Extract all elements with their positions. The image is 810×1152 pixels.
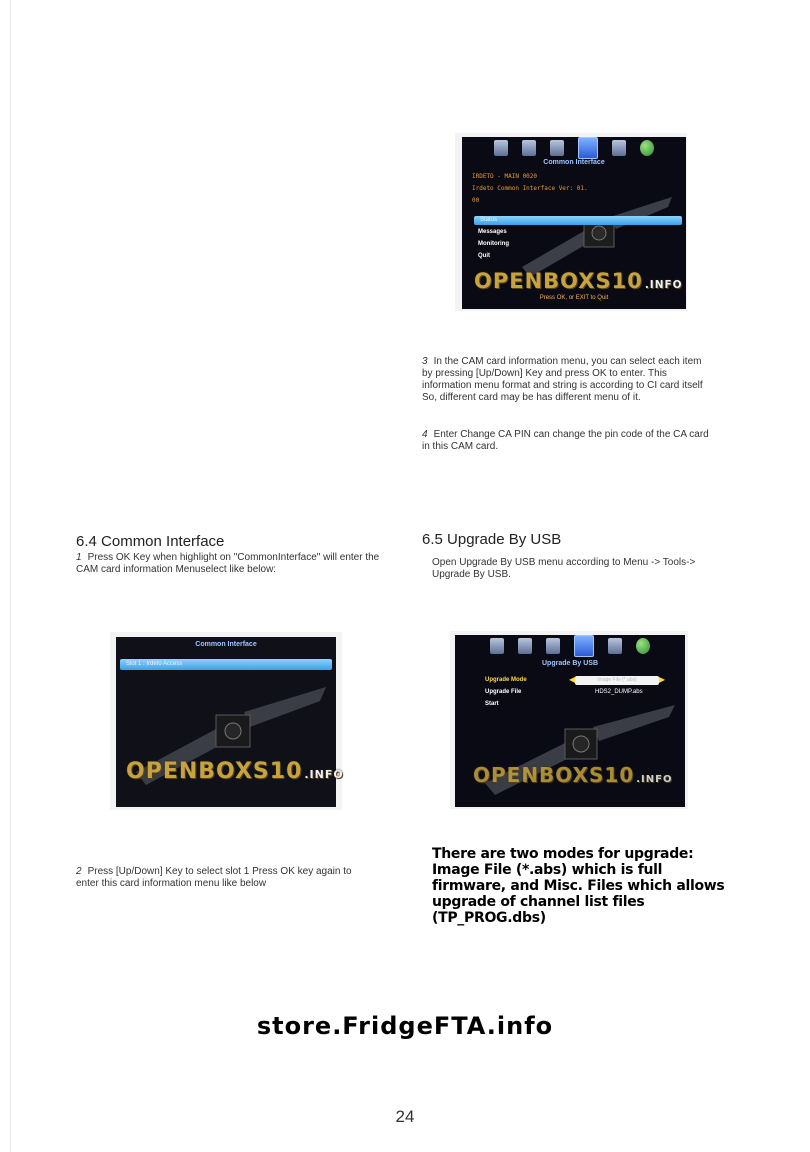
step-number: 2: [76, 866, 82, 877]
menu-item-status[interactable]: [474, 216, 682, 225]
tv-icon: [490, 638, 504, 654]
section-text: Open Upgrade By USB menu according to Menu -> Tools-> Upgrade By USB.: [432, 557, 696, 580]
menu-icon-bar: [455, 635, 685, 657]
screenshot-upgrade-by-usb: [455, 635, 685, 807]
menu-icon-bar: [462, 137, 686, 159]
lock-icon: [546, 638, 560, 654]
settings-icon: [608, 638, 622, 654]
menu-item-quit[interactable]: Quit: [478, 253, 490, 259]
menu-item-monitoring[interactable]: Monitoring: [478, 241, 509, 247]
section-heading-common-interface: 6.4 Common Interface: [76, 533, 225, 550]
slot-1-item[interactable]: [120, 659, 332, 670]
satellite-icon: [522, 140, 536, 156]
tools-icon: [578, 137, 598, 159]
arrow-right-icon[interactable]: ▶: [658, 675, 665, 684]
instruction-step: [76, 866, 376, 890]
satellite-image: [522, 197, 672, 277]
start-button[interactable]: Start: [485, 701, 499, 707]
menu-item-label: Status: [480, 217, 498, 223]
watermark-logo: [473, 763, 672, 787]
settings-icon: [612, 140, 626, 156]
upgrade-mode-label: Upgrade Mode: [485, 677, 527, 683]
watermark-text: OPENBOXS10: [474, 269, 643, 293]
step-number: 1: [76, 552, 82, 563]
menu-title: Upgrade By USB: [541, 660, 598, 667]
step-text: Enter Change CA PIN can change the pin code of the CA card in this CAM card.: [422, 429, 709, 452]
globe-icon: [636, 638, 650, 654]
step-text: In the CAM card information menu, you can select each item by pressing [Up/Down] Key and press OK to enter. This information menu format and string is according to CI card itself So, different card may be has different menu of it.: [422, 356, 703, 403]
step-number: 3: [422, 356, 428, 367]
menu-title: Common Interface: [195, 641, 257, 648]
arrow-left-icon[interactable]: ◀: [569, 675, 576, 684]
instruction-step: [422, 356, 712, 404]
step-text: Press [Up/Down] Key to select slot 1 Press OK key again to enter this card information menu like below: [76, 866, 352, 889]
cam-info-line: 00: [472, 197, 480, 204]
watermark-logo: [126, 759, 344, 784]
instruction-step: [76, 552, 386, 576]
upgrade-mode-value: Image File (*.abs): [597, 677, 637, 683]
screenshot-common-interface-slot: [116, 637, 344, 807]
watermark-tail: .INFO: [304, 768, 344, 781]
page-number: 24: [395, 1107, 415, 1126]
screenshot-common-interface-detail: [462, 137, 686, 309]
watermark-tail: .INFO: [644, 279, 683, 291]
section-heading-upgrade-usb: 6.5 Upgrade By USB: [422, 531, 562, 548]
instruction-step: [422, 429, 712, 453]
slot-label: Slot 1 : Irdeto Access: [126, 661, 183, 667]
tv-icon: [494, 140, 508, 156]
upgrade-mode-select[interactable]: [569, 675, 665, 685]
globe-icon: [640, 140, 654, 156]
watermark-text: OPENBOXS10: [126, 759, 303, 784]
watermark-tail: .INFO: [636, 774, 673, 785]
upgrade-file-label: Upgrade File: [485, 689, 522, 695]
lock-icon: [550, 140, 564, 156]
tools-icon: [574, 635, 594, 657]
upgrade-modes-note: There are two modes for upgrade: Image File (*.abs) which is full firmware, and Misc. Files which allows upgrade of channel list files (TP_PROG.dbs): [432, 846, 725, 926]
cam-info-line: IRDETO - MAIN 0020: [472, 173, 538, 180]
menu-footer-hint: Press OK, or EXIT to Quit: [539, 295, 609, 301]
upgrade-file-value[interactable]: HDS2_DUMP.abs: [595, 689, 643, 695]
watermark-text: OPENBOXS10: [473, 763, 635, 787]
menu-item-messages[interactable]: Messages: [478, 229, 507, 235]
step-number: 4: [422, 429, 428, 440]
store-url: store.FridgeFTA.info: [256, 1012, 554, 1040]
cam-info-line: Irdeto Common Interface Ver: 01.: [472, 185, 588, 192]
menu-title: Common Interface: [543, 159, 605, 166]
step-text: Press OK Key when highlight on "CommonInterface" will enter the CAM card information Menuselect like below:: [76, 552, 380, 575]
page-edge: [10, 0, 11, 1152]
watermark-logo: [474, 269, 683, 293]
satellite-icon: [518, 638, 532, 654]
